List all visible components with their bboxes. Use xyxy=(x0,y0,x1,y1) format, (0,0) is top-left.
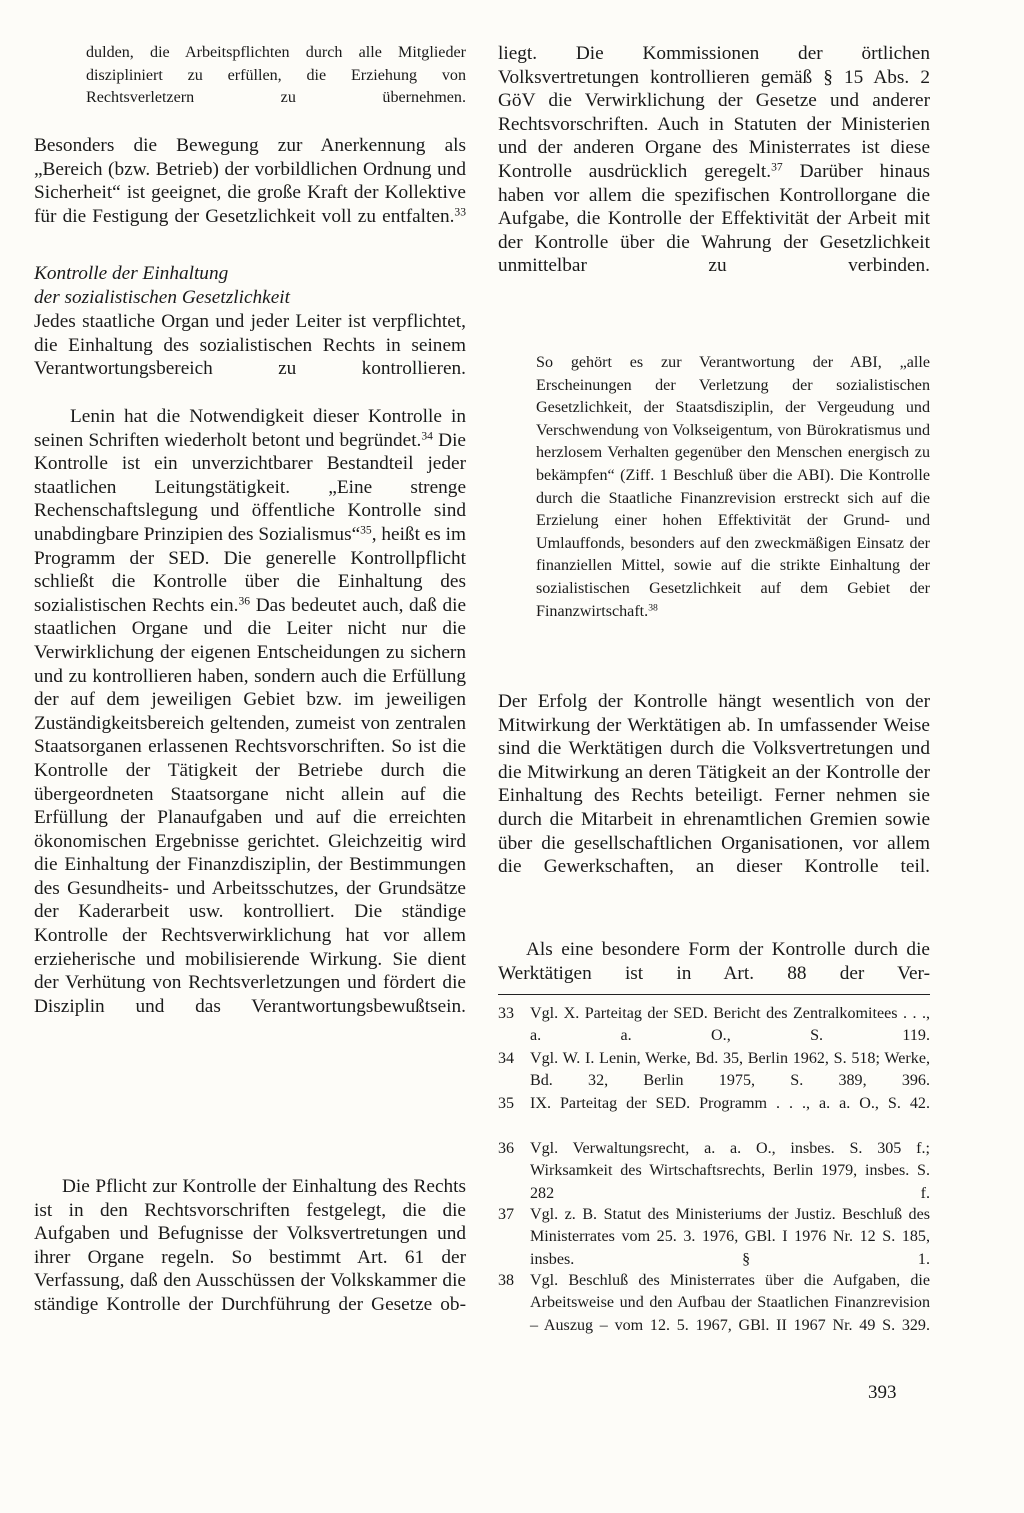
footnote-text: Vgl. X. Parteitag der SED. Bericht des Zentralkomitees . . ., a. a. O., S. 119. xyxy=(530,1005,930,1045)
footnote-text: Vgl. Verwaltungsrecht, a. a. O., insbes. S. 305 f.; Wirksamkeit des Wirtschaftsrechts, Berlin 1979, insbes. S. 282 f. xyxy=(530,1140,930,1202)
paragraph-5: Der Erfolg der Kontrolle hängt wesentlich von der Mitwirkung der Werktätigen ab. In umfassender Weise sind die Werktätigen durch die Volksvertretungen und die Mitwirkung an deren Tätigkeit an der Kontrolle der Einhaltung des Rechts beteiligt. Ferner nehmen sie durch die Mitarbeit in ehrenamtlichen Gremien sowie über die gesellschaftlichen Organisationen, vor allem die Gewerkschaften, an dieser Kontrolle teil. xyxy=(498,691,930,878)
footnote-rule xyxy=(498,994,930,995)
footnote-ref-37[interactable]: 37 xyxy=(771,160,783,174)
footnote-number: 36 xyxy=(498,1140,515,1157)
indented-block-2: So gehört es zur Verantwortung der ABI, „alle Erscheinungen der Verletzung der sozialistischen Gesetzlichkeit, der Staatsdisziplin, der Vergeudung und Verschwendung von Volkseigentum, von Bürokratismus und herzlosem Verhalten gegenüber den Menschen energisch zu bekämpfen“ (Ziff. 1 Beschluß über die ABI). Die Kontrolle durch die Staatliche Finanzrevision erstreckt sich auf die Erzielung einer hohen Effektivität der Grund- und Umlauffonds, besonders auf den zweckmäßigen Einsatz der finanziellen Mittel, sowie auf die strikte Einhaltung der sozialistischen Gesetzlichkeit auf dem Gebiet der Finanzwirtschaft.$^{38}$ xyxy=(536,354,930,620)
page-number: 393 xyxy=(868,1382,897,1403)
footnote-text: Vgl. W. I. Lenin, Werke, Bd. 35, Berlin 1962, S. 518; Werke, Bd. 32, Berlin 1975, S. 389, 396. xyxy=(530,1050,930,1090)
footnote-ref-38[interactable]: 38 xyxy=(648,602,658,614)
footnote-text: Vgl. Beschluß des Ministerrates über die Aufgaben, die Arbeitsweise und den Aufbau der Staatlichen Finanzrevision – Auszug – vom 12. 5. 1967, GBl. II 1967 Nr. 49 S. 329. xyxy=(530,1272,930,1334)
section-heading-line-1: Kontrolle der Einhaltung xyxy=(34,263,229,284)
paragraph-3: Lenin hat die Notwendigkeit dieser Kontrolle in seinen Schriften wiederholt betont und begründet.$^{34}$ Die Kontrolle ist ein unverzichtbarer Bestandteil jeder staatlichen Leitungstätigkeit. „Eine strenge Rechenschaftslegung und öffentliche Kontrolle sind unabdingbare Prinzipien des Sozialismus“$^{35}$, heißt es im Programm der SED. Die generelle Kontrollpflicht schließt die Kontrolle über die Einhaltung des sozialistischen Rechts ein.$^{36}$ Das bedeutet auch, daß die staatlichen Organe und die Leiter nicht nur die Verwirklichung der eigenen Entscheidungen zu sichern und zu kontrollieren haben, sondern auch die Erfüllung der auf dem jeweiligen Gebiet bzw. im jeweiligen Zuständigkeitsbereich geltenden, zumeist von zentralen Staatsorganen erlassenen Rechtsvorschriften. So ist die Kontrolle der Tätigkeit der Betriebe durch die übergeordneten Staatsorgane nicht allein auf die Erfüllung der Planaufgaben und auf die erreichten ökonomischen Ergebnisse gerichtet. Gleichzeitig wird die Einhaltung der Finanzdisziplin, der Bestimmungen des Gesundheits- und Arbeitsschutzes, der Grundsätze der Kaderarbeit usw. kontrolliert. Die ständige Kontrolle der Rechtsverwirklichung hat vor allem erzieherische und mobilisierende Wirkung. Sie dient der Verhütung von Rechtsverletzungen und fördert die Disziplin und das Verantwortungsbewußtsein. xyxy=(34,406,466,1017)
footnote-ref-34[interactable]: 34 xyxy=(421,429,433,443)
paragraph-2: Jedes staatliche Organ und jeder Leiter ist verpflichtet, die Einhaltung des sozialistischen Rechts in seinem Verantwortungsbereich zu kontrollieren. xyxy=(34,311,466,380)
paragraph-continued: liegt. Die Kommissionen der örtlichen Volksvertretungen kontrollieren gemäß § 15 Abs. 2 GöV die Verwirklichung der Gesetze und anderer Rechtsvorschriften. Auch in Statuten der Ministerien und der anderen Organe des Ministerrates ist diese Kontrolle ausdrücklich geregelt.$^{37}$ Darüber hinaus haben vor allem die spezifischen Kontrollorgane die Aufgabe, die Kontrolle der Effektivität der Arbeit mit der Kontrolle über die Wahrung der Gesetzlichkeit unmittelbar zu verbinden. xyxy=(498,43,930,277)
footnote-ref-36[interactable]: 36 xyxy=(238,594,251,608)
footnote-number: 35 xyxy=(498,1095,515,1112)
footnote-number: 34 xyxy=(498,1050,515,1067)
footnote-number: 37 xyxy=(498,1206,515,1223)
footnote-number: 33 xyxy=(498,1005,515,1022)
paragraph-4: Die Pflicht zur Kontrolle der Einhaltung des Rechts ist in den Rechtsvorschriften festgelegt, die die Aufgaben und Befugnisse der Volksvertretungen und ihrer Organe regeln. So bestimmt Art. 61 der Verfassung, daß den Ausschüssen der Volkskammer die ständige Kontrolle der Durchführung der Gesetze ob- xyxy=(34,1176,466,1315)
footnote-text: IX. Parteitag der SED. Programm . . ., a. a. O., S. 42. xyxy=(530,1095,930,1112)
paragraph-6: Als eine besondere Form der Kontrolle durch die Werktätigen ist in Art. 88 der Ver- xyxy=(498,939,930,984)
footnote-ref-35[interactable]: 35 xyxy=(360,523,372,537)
section-heading-line-2: der sozialistischen Gesetzlichkeit xyxy=(34,286,290,308)
footnote-number: 38 xyxy=(498,1272,515,1289)
footnote-ref-33[interactable]: 33 xyxy=(454,205,466,219)
footnote-text: Vgl. z. B. Statut des Ministeriums der Justiz. Beschluß des Ministerrates vom 25. 3. 1976, GBl. I 1976 Nr. 12 S. 185, insbes. § 1. xyxy=(530,1206,930,1268)
indented-block-1: dulden, die Arbeitspflichten durch alle Mitglieder diszipliniert zu erfüllen, die Erziehung von Rechtsverletzern zu übernehmen. xyxy=(86,44,466,107)
paragraph-1: Besonders die Bewegung zur Anerkennung als „Bereich (bzw. Betrieb) der vorbildlichen Ordnung und Sicherheit“ ist geeignet, die große Kraft der Kollektive für die Festigung der Gesetzlichkeit voll zu entfalten.$^{33}$ xyxy=(34,135,466,227)
